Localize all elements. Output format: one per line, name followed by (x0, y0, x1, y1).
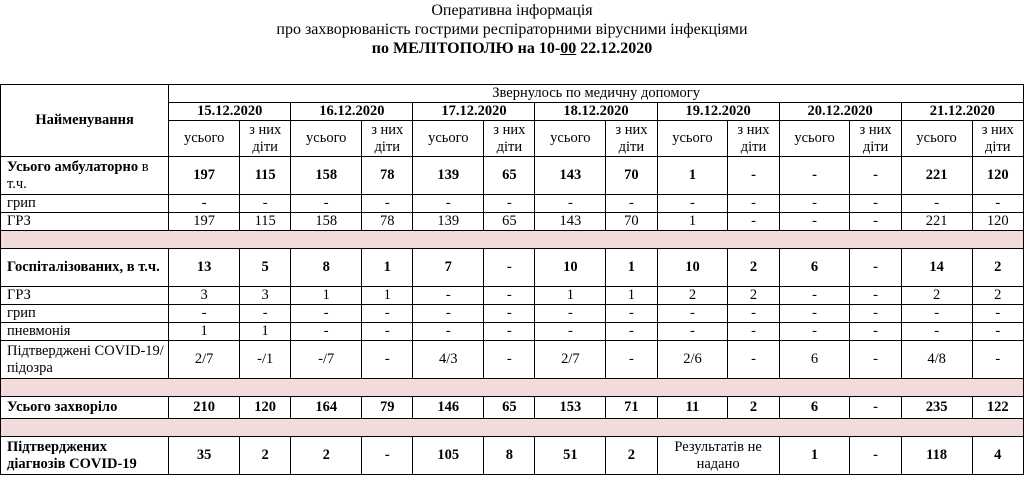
value-cell: 10 (657, 249, 728, 287)
header-location-prefix: по МЕЛІТОПОЛЮ на 10- (371, 40, 561, 57)
value-cell: 51 (535, 437, 606, 475)
value-cell: - (606, 305, 657, 323)
value-cell: 139 (413, 213, 484, 231)
separator-cell (1, 231, 1024, 249)
value-cell: - (850, 213, 901, 231)
value-cell: - (535, 323, 606, 341)
value-cell: - (850, 157, 901, 195)
subheader-total: усього (291, 121, 362, 157)
value-cell: - (606, 323, 657, 341)
separator-cell (1, 379, 1024, 397)
header-time-underlined: 00 (560, 40, 577, 57)
value-cell: - (850, 195, 901, 213)
value-cell: - (413, 323, 484, 341)
value-cell: - (657, 323, 728, 341)
value-cell: 2 (901, 287, 972, 305)
row-label: Усього захворіло (1, 397, 169, 419)
row-total-sick (1, 397, 1024, 419)
value-cell: - (901, 305, 972, 323)
row-flu-hospitalized (1, 305, 1024, 323)
value-cell: - (850, 323, 901, 341)
separator-row (1, 379, 1024, 397)
date-header: 20.12.2020 (779, 103, 901, 121)
value-cell: -/7 (291, 341, 362, 379)
subheader-children: з них діти (240, 121, 291, 157)
row-label: Підтверджені COVID-19/підозра (1, 341, 169, 379)
value-cell: 70 (606, 157, 657, 195)
value-cell: - (484, 195, 535, 213)
value-cell: 122 (972, 397, 1024, 419)
value-cell: 79 (362, 397, 413, 419)
value-cell: 2 (728, 249, 779, 287)
value-cell: 158 (291, 213, 362, 231)
subheader-children: з них діти (972, 121, 1024, 157)
value-cell: - (535, 305, 606, 323)
value-cell: 4/8 (901, 341, 972, 379)
value-cell: 143 (535, 157, 606, 195)
row-hospitalized-total (1, 249, 1024, 287)
value-cell: -/1 (240, 341, 291, 379)
value-cell: 164 (291, 397, 362, 419)
value-cell: 118 (901, 437, 972, 475)
value-cell: 8 (291, 249, 362, 287)
value-cell: 2 (291, 437, 362, 475)
value-cell: - (779, 213, 850, 231)
value-cell: - (779, 323, 850, 341)
value-cell: - (484, 249, 535, 287)
subheader-children: з них діти (728, 121, 779, 157)
value-cell: 65 (484, 213, 535, 231)
value-cell: - (728, 213, 779, 231)
value-cell: 2 (606, 437, 657, 475)
subheader-children: з них діти (484, 121, 535, 157)
report-header (0, 0, 1024, 63)
value-cell: 4 (972, 437, 1024, 475)
date-header: 15.12.2020 (169, 103, 291, 121)
header-title: Оперативна інформація (431, 2, 593, 19)
value-cell: 105 (413, 437, 484, 475)
subheader-total: усього (413, 121, 484, 157)
row-label (1, 157, 169, 195)
value-cell: - (291, 305, 362, 323)
value-cell: - (484, 341, 535, 379)
value-cell: - (972, 341, 1024, 379)
row-label-rest: в т.ч. (7, 158, 149, 192)
separator-row (1, 419, 1024, 437)
value-cell: - (484, 305, 535, 323)
value-cell: 1 (169, 323, 240, 341)
value-cell: - (850, 397, 901, 419)
row-label: Підтверджених діагнозів COVID-19 (1, 437, 169, 475)
value-cell: 221 (901, 213, 972, 231)
value-cell: 2 (728, 287, 779, 305)
value-cell: 1 (779, 437, 850, 475)
value-cell: 14 (901, 249, 972, 287)
row-pneumonia (1, 323, 1024, 341)
value-cell: 120 (240, 397, 291, 419)
value-cell: 120 (972, 213, 1024, 231)
header-date-suffix: 22.12.2020 (576, 40, 653, 57)
subheader-total: усього (535, 121, 606, 157)
header-subtitle: про захворюваність гострими респіраторними вірусними інфекціями (276, 21, 748, 38)
value-cell: - (362, 341, 413, 379)
value-cell: 6 (779, 341, 850, 379)
value-cell: 1 (362, 249, 413, 287)
value-cell: 10 (535, 249, 606, 287)
value-cell: 3 (169, 287, 240, 305)
value-cell: - (728, 341, 779, 379)
value-cell: 153 (535, 397, 606, 419)
value-cell: 2 (972, 249, 1024, 287)
subheader-total: усього (901, 121, 972, 157)
header-location-date (0, 39, 1024, 58)
value-cell: 1 (535, 287, 606, 305)
value-cell: 2/7 (535, 341, 606, 379)
group-header: Звернулось по медичну допомогу (169, 85, 1024, 103)
value-cell: 1 (240, 323, 291, 341)
value-cell: - (657, 305, 728, 323)
row-label: Госпіталізованих, в т.ч. (1, 249, 169, 287)
date-header: 21.12.2020 (901, 103, 1023, 121)
value-cell: 235 (901, 397, 972, 419)
value-cell: - (779, 157, 850, 195)
value-cell: 210 (169, 397, 240, 419)
row-label: пневмонія (1, 323, 169, 341)
value-cell: 4/3 (413, 341, 484, 379)
value-cell: - (779, 287, 850, 305)
value-cell: - (972, 305, 1024, 323)
value-cell: 158 (291, 157, 362, 195)
value-cell: 7 (413, 249, 484, 287)
value-cell: - (606, 195, 657, 213)
value-cell: 78 (362, 213, 413, 231)
value-cell: - (169, 195, 240, 213)
value-cell: - (606, 341, 657, 379)
value-cell: - (291, 323, 362, 341)
row-label: ГРЗ (1, 213, 169, 231)
value-cell: - (779, 305, 850, 323)
value-cell: - (972, 195, 1024, 213)
value-cell: - (850, 437, 901, 475)
value-cell: - (291, 195, 362, 213)
value-cell: - (779, 195, 850, 213)
value-cell: - (362, 195, 413, 213)
value-cell: - (240, 305, 291, 323)
value-cell: - (728, 195, 779, 213)
value-cell: - (413, 287, 484, 305)
date-header: 19.12.2020 (657, 103, 779, 121)
value-cell: 1 (362, 287, 413, 305)
value-cell: 221 (901, 157, 972, 195)
value-cell: 146 (413, 397, 484, 419)
value-cell: 5 (240, 249, 291, 287)
row-label-bold: Усього амбулаторно (7, 158, 139, 175)
incidence-table (0, 84, 1024, 475)
date-header: 18.12.2020 (535, 103, 657, 121)
no-results-cell: Результатів не надано (657, 437, 779, 475)
value-cell: - (413, 195, 484, 213)
value-cell: 65 (484, 157, 535, 195)
row-label: грип (1, 195, 169, 213)
value-cell: - (850, 341, 901, 379)
value-cell: - (362, 305, 413, 323)
subheader-total: усього (169, 121, 240, 157)
value-cell: 139 (413, 157, 484, 195)
row-grz-hospitalized (1, 287, 1024, 305)
value-cell: 6 (779, 397, 850, 419)
subheader-children: з них діти (606, 121, 657, 157)
value-cell: 8 (484, 437, 535, 475)
value-cell: 13 (169, 249, 240, 287)
value-cell: 11 (657, 397, 728, 419)
value-cell: - (657, 195, 728, 213)
subheader-children: з них діти (850, 121, 901, 157)
row-covid-diagnoses (1, 437, 1024, 475)
value-cell: - (728, 157, 779, 195)
value-cell: - (484, 287, 535, 305)
value-cell: - (850, 249, 901, 287)
value-cell: - (484, 323, 535, 341)
value-cell: - (362, 323, 413, 341)
row-label: ГРЗ (1, 287, 169, 305)
value-cell: 71 (606, 397, 657, 419)
date-header: 17.12.2020 (413, 103, 535, 121)
value-cell: 2/7 (169, 341, 240, 379)
row-grz-ambulatory (1, 213, 1024, 231)
value-cell: 2 (240, 437, 291, 475)
value-cell: - (362, 437, 413, 475)
value-cell: 115 (240, 213, 291, 231)
value-cell: 115 (240, 157, 291, 195)
value-cell: 120 (972, 157, 1024, 195)
value-cell: 197 (169, 213, 240, 231)
value-cell: 3 (240, 287, 291, 305)
subheader-total: усього (657, 121, 728, 157)
value-cell: - (972, 323, 1024, 341)
value-cell: 2 (657, 287, 728, 305)
separator-row (1, 231, 1024, 249)
name-column-header: Найменування (1, 85, 169, 157)
value-cell: - (850, 305, 901, 323)
separator-cell (1, 419, 1024, 437)
value-cell: 197 (169, 157, 240, 195)
value-cell: - (413, 305, 484, 323)
value-cell: 2 (728, 397, 779, 419)
value-cell: 1 (606, 249, 657, 287)
subheader-children: з них діти (362, 121, 413, 157)
value-cell: - (728, 305, 779, 323)
value-cell: 65 (484, 397, 535, 419)
value-cell: - (728, 323, 779, 341)
value-cell: - (240, 195, 291, 213)
value-cell: 1 (657, 157, 728, 195)
subheader-total: усього (779, 121, 850, 157)
value-cell: 1 (657, 213, 728, 231)
value-cell: 6 (779, 249, 850, 287)
value-cell: - (535, 195, 606, 213)
row-label: грип (1, 305, 169, 323)
value-cell: 78 (362, 157, 413, 195)
row-covid-confirmed-suspected (1, 341, 1024, 379)
value-cell: 1 (291, 287, 362, 305)
value-cell: 2/6 (657, 341, 728, 379)
date-header: 16.12.2020 (291, 103, 413, 121)
value-cell: 35 (169, 437, 240, 475)
value-cell: - (901, 323, 972, 341)
value-cell: 1 (606, 287, 657, 305)
value-cell: - (850, 287, 901, 305)
row-flu-ambulatory (1, 195, 1024, 213)
value-cell: 70 (606, 213, 657, 231)
value-cell: 143 (535, 213, 606, 231)
value-cell: - (901, 195, 972, 213)
row-ambulatory-total (1, 157, 1024, 195)
value-cell: 2 (972, 287, 1024, 305)
value-cell: - (169, 305, 240, 323)
